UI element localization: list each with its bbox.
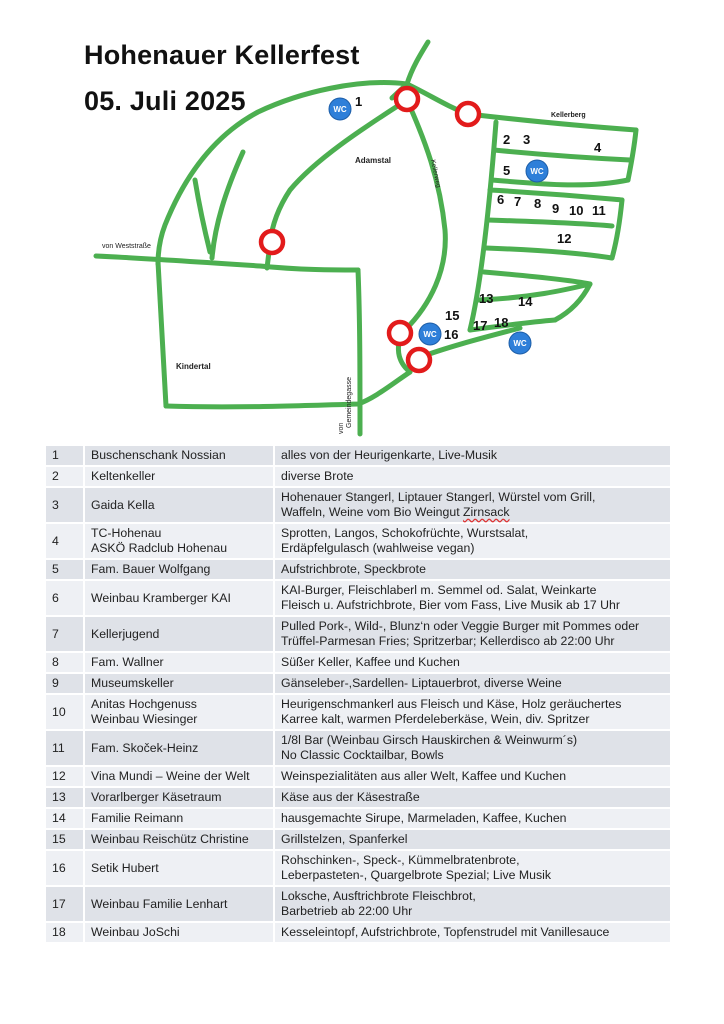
vendor-number: 2 [45, 466, 84, 487]
vendor-name [84, 487, 274, 523]
vendor-name [84, 673, 274, 694]
station-number: 13 [479, 291, 494, 306]
table-row [45, 445, 671, 466]
vendor-number: 4 [45, 523, 84, 559]
vendor-number: 1 [45, 445, 84, 466]
wc-icon [419, 323, 441, 345]
vendor-name-line: Vorarlberger Käsetraum [91, 790, 222, 804]
vendor-name-line: Fam. Bauer Wolfgang [91, 562, 211, 576]
vendor-offer-line [281, 853, 664, 868]
road [494, 150, 630, 160]
svg-text:WC: WC [423, 330, 437, 339]
vendor-name [84, 616, 274, 652]
station-number: 16 [444, 327, 459, 342]
wc-icon [509, 332, 531, 354]
vendor-offer-line [281, 634, 664, 649]
station-number: 9 [552, 201, 560, 216]
vendor-offer-text: KAI-Burger, Fleischlaberl m. Semmel od. Salat, Weinkarte [281, 583, 597, 597]
vendor-offer-text: diverse Brote [281, 469, 354, 483]
vendor-number: 10 [45, 694, 84, 730]
vendor-number: 7 [45, 616, 84, 652]
table-row [45, 922, 671, 943]
table-row [45, 694, 671, 730]
vendor-offer [274, 829, 671, 850]
vendor-offer-text: Sprotten, Langos, Schokofrüchte, Wurstsalat, [281, 526, 529, 540]
vendor-number: 17 [45, 886, 84, 922]
label-weststrasse: von Weststraße [102, 243, 151, 250]
vendor-offer-line [281, 655, 664, 670]
vendor-offer-text: Hohenauer Stangerl, Liptauer Stangerl, Würstel vom Grill, [281, 490, 596, 504]
road [358, 270, 360, 434]
vendor-offer [274, 673, 671, 694]
vendor-name-line: Fam. Wallner [91, 655, 164, 669]
vendor-offer-line [281, 697, 664, 712]
vendor-number: 6 [45, 580, 84, 616]
vendor-name-line: Fam. Skoček-Heinz [91, 740, 199, 755]
table-row [45, 808, 671, 829]
table-row [45, 523, 671, 559]
table-row [45, 787, 671, 808]
road [407, 42, 428, 84]
table-row [45, 730, 671, 766]
vendor-number: 12 [45, 766, 84, 787]
label-kellerberg: Kellerberg [551, 112, 586, 119]
vendor-offer-text: Waffeln, Weine vom Bio Weingut [281, 505, 464, 519]
vendor-offer-line [281, 733, 664, 748]
label-adamstal: Adamstal [355, 156, 392, 165]
vendor-offer-line [281, 541, 664, 556]
station-number: 10 [569, 203, 584, 218]
label-kindertal: Kindertal [176, 362, 211, 371]
vendor-offer-line [281, 583, 664, 598]
vendor-offer-line [281, 448, 664, 463]
vendor-offer-text: Karree kalt, warmen Pferdeleberkäse, Wein, div. Spritzer [281, 712, 590, 726]
vendor-offer-text: Loksche, Ausftrichbrote Fleischbrot, [281, 889, 476, 903]
table-row [45, 829, 671, 850]
vendor-offer-underlined: Zirnsack [463, 505, 510, 519]
location-marker-icon [396, 88, 418, 110]
road [628, 130, 636, 180]
event-date: 05. Juli 2025 [84, 86, 246, 116]
vendor-offer-text: Grillstelzen, Spanferkel [281, 832, 408, 846]
table-row [45, 559, 671, 580]
vendor-offer-line [281, 619, 664, 634]
vendor-offer-text: 1/8l Bar (Weinbau Girsch Hauskirchen & Weinwurm´s) [281, 733, 578, 747]
vendor-offer-line [281, 832, 664, 847]
station-number: 5 [503, 163, 511, 178]
vendor-name-line: Weinbau JoSchi [91, 925, 180, 939]
vendor-name [84, 466, 274, 487]
road [267, 100, 407, 268]
station-number: 11 [592, 203, 606, 218]
station-number: 3 [523, 132, 531, 147]
vendor-offer [274, 922, 671, 943]
vendor-offer-line [281, 904, 664, 919]
vendor-offer [274, 808, 671, 829]
vendor-offer-text: Rohschinken-, Speck-, Kümmelbratenbrote, [281, 853, 520, 867]
road [612, 200, 622, 258]
road [490, 190, 622, 200]
vendor-offer-text: Aufstrichbrote, Speckbrote [281, 562, 426, 576]
station-number: 15 [445, 308, 460, 323]
vendor-name [84, 829, 274, 850]
vendor-name-line: Weinbau Kramberger KAI [91, 590, 231, 605]
vendor-name-line: Kellerjugend [91, 626, 160, 641]
vendor-table [44, 444, 672, 944]
vendor-offer [274, 466, 671, 487]
vendor-name [84, 580, 274, 616]
vendor-offer-text: Käse aus der Käsestraße [281, 790, 420, 804]
vendor-name-line: Museumskeller [91, 676, 174, 690]
vendor-name-line: Setik Hubert [91, 860, 159, 875]
festival-map [0, 0, 724, 440]
vendor-name-line: ASKÖ Radclub Hohenau [91, 541, 228, 555]
vendor-name-line: Anitas Hochgenuss [91, 697, 197, 711]
vendor-name [84, 559, 274, 580]
vendor-name-line: TC-Hohenau [91, 526, 162, 540]
road [166, 372, 410, 407]
label-gemeindegasse-2: Gemeindegasse [346, 377, 353, 428]
road [405, 100, 445, 330]
vendor-offer-text: Süßer Keller, Kaffee und Kuchen [281, 655, 460, 669]
vendor-offer-text: Fleisch u. Aufstrichbrote, Bier vom Fass, Live Musik ab 17 Uhr [281, 598, 620, 612]
vendor-offer-line [281, 598, 664, 613]
vendor-name [84, 652, 274, 673]
vendor-name [84, 694, 274, 730]
vendor-name-line: Buschenschank Nossian [91, 448, 226, 462]
station-number: 18 [494, 315, 509, 330]
vendor-name [84, 787, 274, 808]
vendor-number: 11 [45, 730, 84, 766]
vendor-offer-line [281, 748, 664, 763]
road [486, 248, 612, 258]
table-row [45, 487, 671, 523]
vendor-name-line: Vina Mundi – Weine der Welt [91, 769, 250, 783]
vendor-offer [274, 730, 671, 766]
road [492, 180, 628, 185]
station-number: 4 [594, 140, 602, 155]
vendor-number: 13 [45, 787, 84, 808]
vendor-name-line: Weinbau Familie Lenhart [91, 896, 228, 911]
road [158, 262, 166, 406]
vendor-offer-line [281, 526, 664, 541]
vendor-offer [274, 616, 671, 652]
road [212, 152, 243, 258]
vendor-offer [274, 523, 671, 559]
table-row [45, 766, 671, 787]
svg-text:WC: WC [513, 339, 527, 348]
vendor-offer-text: alles von der Heurigenkarte, Live-Musik [281, 448, 497, 462]
table-row [45, 652, 671, 673]
label-gemeindegasse-1: von [338, 422, 345, 434]
vendor-name [84, 730, 274, 766]
station-number: 8 [534, 196, 542, 211]
vendor-number: 5 [45, 559, 84, 580]
table-row [45, 850, 671, 886]
vendor-offer-line [281, 925, 664, 940]
svg-text:WC: WC [530, 167, 544, 176]
vendor-offer [274, 694, 671, 730]
vendor-number: 8 [45, 652, 84, 673]
vendor-offer-line [281, 469, 664, 484]
vendor-offer-text: Barbetrieb ab 22:00 Uhr [281, 904, 413, 918]
vendor-offer-line [281, 490, 664, 505]
vendor-name-line: Weinbau Reischütz Christine [91, 832, 249, 846]
vendor-number: 18 [45, 922, 84, 943]
vendor-name-line: Familie Reimann [91, 811, 184, 825]
station-number: 1 [355, 94, 363, 109]
vendor-offer-text: Kesseleintopf, Aufstrichbrote, Topfenstrudel mit Vanillesauce [281, 925, 610, 939]
table-row [45, 673, 671, 694]
station-number: 6 [497, 192, 505, 207]
vendor-name [84, 523, 274, 559]
vendor-name [84, 445, 274, 466]
vendor-offer [274, 787, 671, 808]
vendor-offer-text: hausgemachte Sirupe, Marmeladen, Kaffee, Kuchen [281, 811, 567, 825]
vendor-offer-line [281, 889, 664, 904]
vendor-offer-text: Gänseleber-,Sardellen- Liptauerbrot, diverse Weine [281, 676, 562, 690]
location-marker-icon [261, 231, 283, 253]
vendor-offer [274, 652, 671, 673]
vendor-offer-line [281, 505, 664, 520]
vendor-name [84, 850, 274, 886]
location-marker-icon [457, 103, 479, 125]
vendor-offer [274, 850, 671, 886]
vendor-offer-text: Pulled Pork-, Wild-, Blunz‘n oder Veggie Burger mit Pommes oder [281, 619, 640, 633]
station-number: 7 [514, 194, 522, 209]
vendor-number: 3 [45, 487, 84, 523]
road [195, 180, 210, 252]
vendor-offer-line [281, 562, 664, 577]
vendor-offer [274, 580, 671, 616]
vendor-offer-line [281, 868, 664, 883]
vendor-offer [274, 559, 671, 580]
vendor-offer [274, 487, 671, 523]
vendor-name [84, 886, 274, 922]
vendor-offer-text: Erdäpfelgulasch (wahlweise vegan) [281, 541, 475, 555]
vendor-offer-line [281, 790, 664, 805]
vendor-name-line: Keltenkeller [91, 469, 156, 483]
vendor-name-line: Weinbau Wiesinger [91, 712, 198, 726]
station-number: 14 [518, 294, 533, 309]
vendor-offer-line [281, 811, 664, 826]
vendor-offer-line [281, 676, 664, 691]
station-number: 12 [557, 231, 572, 246]
vendor-offer [274, 445, 671, 466]
vendor-number: 9 [45, 673, 84, 694]
vendor-offer-text: Weinspezialitäten aus aller Welt, Kaffee und Kuchen [281, 769, 567, 783]
station-number: 17 [473, 318, 488, 333]
road [96, 256, 358, 270]
label-kellerweg: Kellerweg [429, 158, 442, 189]
table-row [45, 886, 671, 922]
wc-icon [329, 98, 351, 120]
table-row [45, 580, 671, 616]
page-title: Hohenauer Kellerfest [84, 40, 360, 70]
vendor-offer-text: Leberpasteten-, Quargelbrote Spezial; Live Musik [281, 868, 551, 882]
location-marker-icon [408, 349, 430, 371]
table-row [45, 466, 671, 487]
svg-text:WC: WC [333, 105, 347, 114]
vendor-offer-text: No Classic Cocktailbar, Bowls [281, 748, 444, 762]
road [484, 272, 590, 284]
road [488, 220, 612, 226]
vendor-number: 16 [45, 850, 84, 886]
vendor-offer-text: Trüffel-Parmesan Fries; Spritzerbar; Kellerdisco ab 22:00 Uhr [281, 634, 615, 648]
vendor-offer [274, 766, 671, 787]
vendor-offer [274, 886, 671, 922]
table-row [45, 616, 671, 652]
vendor-name [84, 766, 274, 787]
vendor-offer-line [281, 712, 664, 727]
station-number: 2 [503, 132, 511, 147]
wc-icon [526, 160, 548, 182]
vendor-name [84, 808, 274, 829]
vendor-number: 14 [45, 808, 84, 829]
vendor-name [84, 922, 274, 943]
vendor-number: 15 [45, 829, 84, 850]
vendor-name-line: Gaida Kella [91, 497, 155, 512]
vendor-offer-text: Heurigenschmankerl aus Fleisch und Käse, Holz geräuchertes [281, 697, 622, 711]
vendor-offer-line [281, 769, 664, 784]
location-marker-icon [389, 322, 411, 344]
